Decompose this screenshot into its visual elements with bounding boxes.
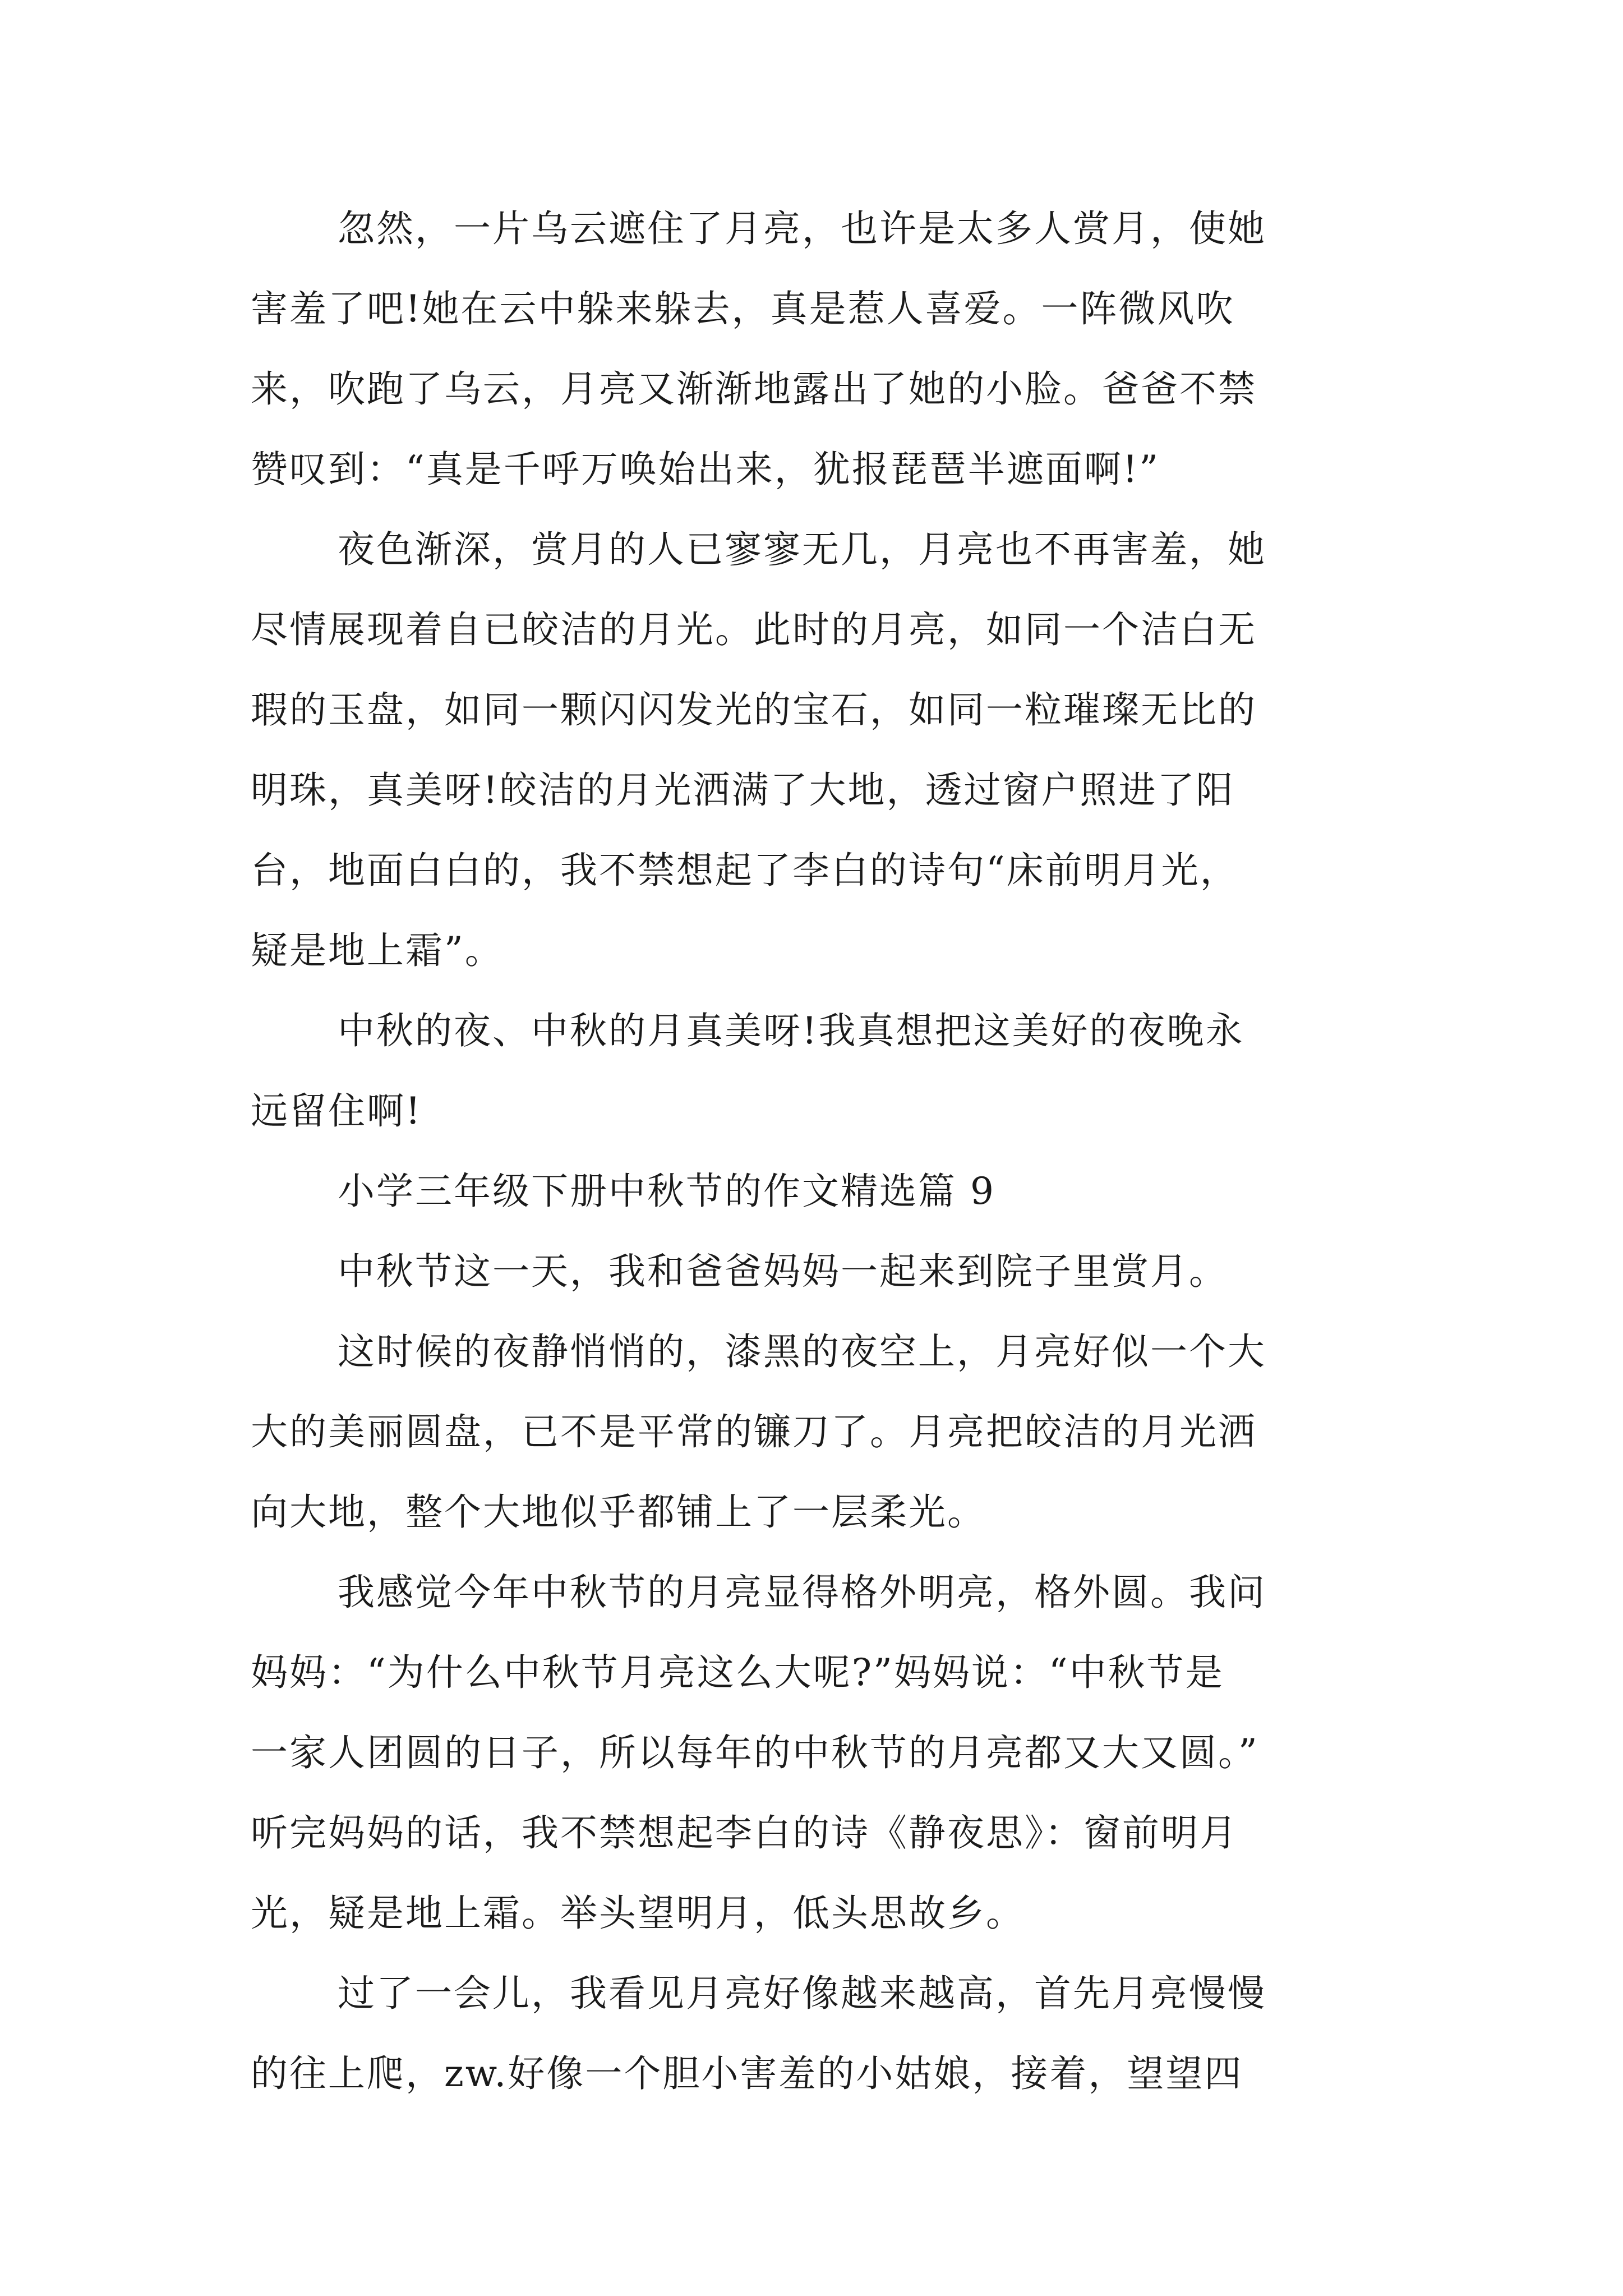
- text-line: 我感觉今年中秋节的月亮显得格外明亮，格外圆。我问: [338, 1571, 1266, 1614]
- text-line: 听完妈妈的话，我不禁想起李白的诗《静夜思》：窗前明月: [251, 1811, 1238, 1855]
- text-line: 忽然，一片乌云遮住了月亮，也许是太多人赏月，使她: [338, 207, 1266, 250]
- text-line: 中秋的夜、中秋的月真美呀!我真想把这美好的夜晚永: [338, 1009, 1244, 1052]
- essay-body: [251, 208, 1391, 2133]
- text-line: 大的美丽圆盘，已不是平常的镰刀了。月亮把皎洁的月光洒: [251, 1410, 1257, 1453]
- text-line: 的往上爬，zw.好像一个胆小害羞的小姑娘，接着，望望四: [251, 2052, 1243, 2095]
- text-line: 这时候的夜静悄悄的，漆黑的夜空上，月亮好似一个大: [338, 1330, 1266, 1373]
- text-line: 赞叹到：“真是千呼万唤始出来，犹报琵琶半遮面啊!”: [251, 448, 1160, 491]
- text-line: 明珠，真美呀!皎洁的月光洒满了大地，透过窗户照进了阳: [251, 769, 1235, 812]
- text-line: 来，吹跑了乌云，月亮又渐渐地露出了她的小脸。爸爸不禁: [251, 367, 1257, 411]
- text-line: 过了一会儿，我看见月亮好像越来越高，首先月亮慢慢: [338, 1972, 1266, 2015]
- text-line: 尽情展现着自已皎洁的月光。此时的月亮，如同一个洁白无: [251, 608, 1257, 651]
- text-line: 瑕的玉盘，如同一颗闪闪发光的宝石，如同一粒璀璨无比的: [251, 688, 1257, 731]
- text-line: 害羞了吧!她在云中躲来躲去，真是惹人喜爱。一阵微风吹: [251, 287, 1235, 330]
- text-line: 台，地面白白的，我不禁想起了李白的诗句“床前明月光，: [251, 849, 1239, 892]
- section-heading: 小学三年级下册中秋节的作文精选篇 9: [338, 1170, 995, 1213]
- text-line: 夜色渐深，赏月的人已寥寥无几，月亮也不再害羞，她: [338, 528, 1266, 571]
- text-line: 一家人团圆的日子，所以每年的中秋节的月亮都又大又圆。”: [251, 1731, 1259, 1774]
- text-line: 疑是地上霜”。: [251, 929, 504, 972]
- text-line: 向大地，整个大地似乎都铺上了一层柔光。: [251, 1490, 986, 1534]
- text-line: 远留住啊!: [251, 1089, 422, 1133]
- text-line: 中秋节这一天，我和爸爸妈妈一起来到院子里赏月。: [338, 1250, 1228, 1293]
- text-line: 光，疑是地上霜。举头望明月，低头思故乡。: [251, 1892, 1025, 1935]
- text-line: 妈妈：“为什么中秋节月亮这么大呢?”妈妈说：“中秋节是: [251, 1651, 1224, 1694]
